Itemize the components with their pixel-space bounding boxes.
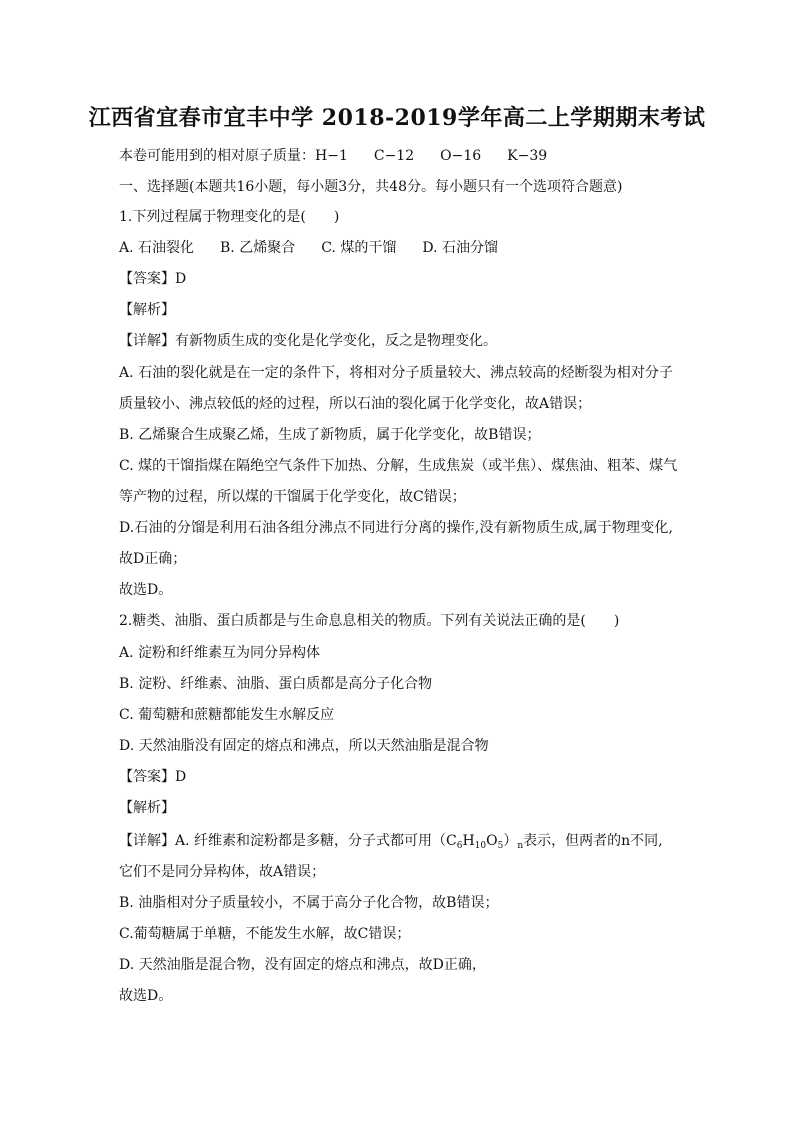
q1-a-line2: 质量较小、沸点较低的烃的过程，所以石油的裂化属于化学变化，故A错误； [119,396,592,412]
atomic-mass-h: H−1 [315,148,348,164]
formula-sub-10: 10 [474,841,487,851]
q1-answer: 【答案】D [119,271,187,287]
q1-conclusion: 故选D。 [119,582,173,598]
q1-b-line: B. 乙烯聚合生成聚乙烯，生成了新物质，属于化学变化，故B错误； [119,427,541,443]
q1-option-b: B. 乙烯聚合 [220,240,296,256]
q1-c-line2: 等产物的过程，所以煤的干馏属于化学变化，故C错误； [119,489,466,505]
q1-stem: 1.下列过程属于物理变化的是( ) [119,209,340,225]
q2-d-line: D. 天然油脂是混合物，没有固定的熔点和沸点，故D正确， [119,957,486,973]
q1-option-d: D. 石油分馏 [422,240,498,256]
formula-paren: ） [503,833,518,849]
q2-detail-line2: 它们不是同分异构体，故A错误； [119,864,326,880]
atomic-mass-o: O−16 [440,148,482,164]
atomic-mass-c: C−12 [373,148,415,164]
q2-stem: 2.糖类、油脂、蛋白质都是与生命息息相关的物质。下列有关说法正确的是( ) [119,613,620,629]
q1-d-line2: 故D正确； [119,551,187,567]
q1-c-line1: C. 煤的干馏指煤在隔绝空气条件下加热、分解，生成焦炭（或半焦）、煤焦油、粗苯、煤气 [119,458,678,474]
page-title: 江西省宜春市宜丰中学 2018-2019学年高二上学期期末考试 [88,105,706,131]
q1-a-line1: A. 石油的裂化就是在一定的条件下，将相对分子质量较大、沸点较高的烃断裂为相对分子 [119,365,673,381]
q2-option-c: C. 葡萄糖和蔗糖都能发生水解反应 [119,707,335,723]
q1-analysis-label: 【解析】 [119,302,175,318]
q1-options [119,238,498,258]
q2-option-d: D. 天然油脂没有固定的熔点和沸点，所以天然油脂是混合物 [119,738,489,754]
q2-analysis-label: 【解析】 [119,800,175,816]
formula-h: H [462,833,475,849]
formula-sub-5: 5 [497,841,504,851]
q2-b-line: B. 油脂相对分子质量较小，不属于高分子化合物，故B错误； [119,895,499,911]
atomic-mass-k: K−39 [507,148,548,164]
q2-detail-text: 【详解】A. 纤维素和淀粉都是多糖，分子式都可用（C [119,833,457,849]
atomic-mass-line [119,146,547,166]
formula-sub-6: 6 [456,841,463,851]
q1-detail: 【详解】有新物质生成的变化是化学变化，反之是物理变化。 [119,333,497,349]
q1-option-a: A. 石油裂化 [119,240,195,256]
q2-detail-line1 [119,831,663,851]
q2-conclusion: 故选D。 [119,988,173,1004]
q2-option-a: A. 淀粉和纤维素互为同分异构体 [119,645,321,661]
formula-sub-n: n [517,841,524,851]
section-heading: 一、选择题(本题共16小题，每小题3分，共48分。每小题只有一个选项符合题意) [119,179,623,195]
atomic-mass-label: 本卷可能用到的相对原子质量： [119,148,315,164]
formula-o: O [486,833,498,849]
q2-option-b: B. 淀粉、纤维素、油脂、蛋白质都是高分子化合物 [119,676,433,692]
q2-c-line: C.葡萄糖属于单糖，不能发生水解，故C错误； [119,926,411,942]
q2-answer: 【答案】D [119,769,187,785]
q1-option-c: C. 煤的干馏 [321,240,397,256]
q1-d-line1: D.石油的分馏是利用石油各组分沸点不同进行分离的操作,没有新物质生成,属于物理变化, [119,520,673,536]
q2-detail-text-end: 表示，但两者的n不同, [523,833,663,849]
